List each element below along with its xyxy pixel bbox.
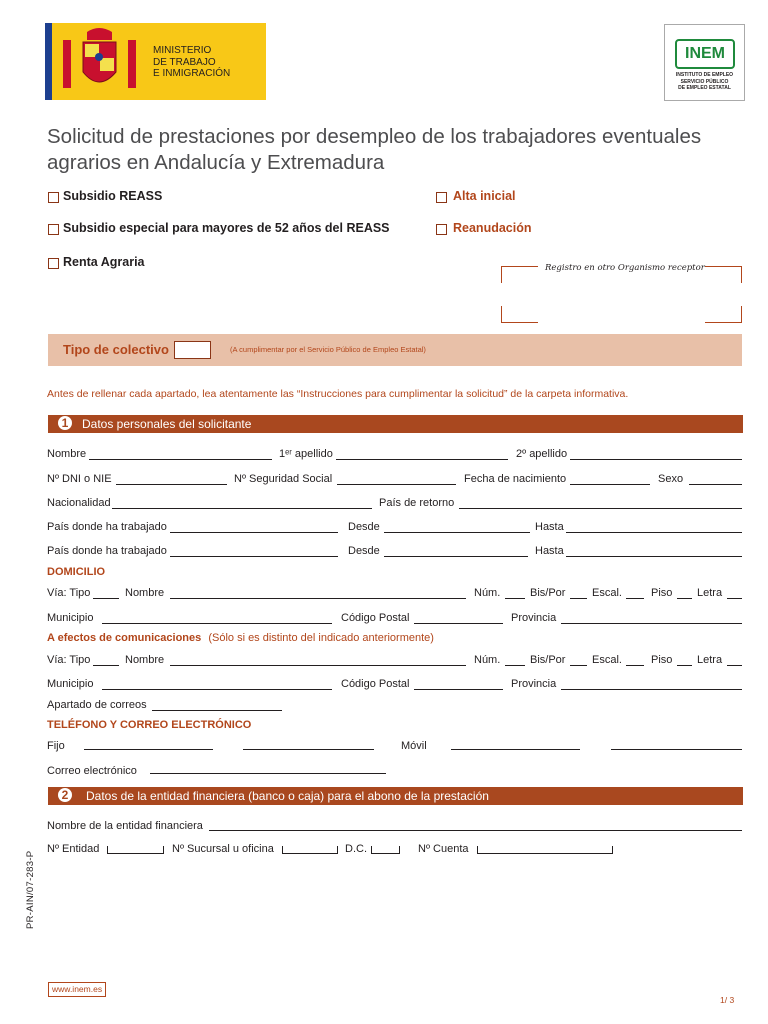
via-tipo-2-field[interactable] [93,665,119,666]
comunicaciones-note: (Sólo si es distinto del indicado anteriormente) [208,632,434,644]
sexo-label: Sexo [658,473,684,485]
entidad-label: Nº Entidad [47,843,100,855]
pais-retorno-field[interactable] [459,508,742,509]
nombre-field[interactable] [89,459,272,460]
reanudacion-checkbox[interactable] [436,224,447,235]
page-number: 1/ 3 [720,995,735,1005]
subsidio-reass-checkbox[interactable] [48,192,59,203]
via-tipo-label: Vía: Tipo [47,587,91,599]
nombre-entidad-field[interactable] [209,830,742,831]
provincia-field[interactable] [561,623,742,624]
letra-2-label: Letra [697,654,723,666]
renta-agraria-label: Renta Agraria [63,255,145,269]
escal-field[interactable] [626,598,644,599]
tipo-colectivo-label: Tipo de colectivo [63,342,169,357]
section-1-bar [48,415,743,433]
registro-corner-tr [705,266,742,283]
ministry-line-1: MINISTERIO [153,45,212,56]
pais-trabajado-2-field[interactable] [170,556,338,557]
apellido2-label: 2º apellido [516,448,568,460]
via-tipo-2-label: Vía: Tipo [47,654,91,666]
desde-2-field[interactable] [384,556,528,557]
escal-2-label: Escal. [592,654,622,666]
fecha-nac-label: Fecha de nacimiento [464,473,567,485]
pais-retorno-label: País de retorno [379,497,455,509]
via-nombre-2-label: Nombre [125,654,165,666]
cuenta-label: Nº Cuenta [418,843,469,855]
piso-label: Piso [651,587,673,599]
nacionalidad-label: Nacionalidad [47,497,111,509]
apellido2-field[interactable] [570,459,742,460]
inem-logo [664,24,745,101]
correo-field[interactable] [150,773,386,774]
num-2-label: Núm. [474,654,501,666]
num-2-field[interactable] [505,665,525,666]
movil-label: Móvil [401,740,427,752]
fijo-label: Fijo [47,740,65,752]
registro-box[interactable] [501,263,742,323]
inem-mark: INEM [675,39,735,69]
subsidio-reass-label: Subsidio REASS [63,189,163,203]
tipo-colectivo-note: (A cumplimentar por el Servicio Público de Empleo Estatal) [230,345,426,354]
pais-trabajado-1-label: País donde ha trabajado [47,521,167,533]
subsidio-52-checkbox[interactable] [48,224,59,235]
municipio-label: Municipio [47,612,94,624]
alta-inicial-checkbox[interactable] [436,192,447,203]
registro-corner-bl [501,306,538,323]
sexo-field[interactable] [689,484,742,485]
provincia-label: Provincia [511,612,557,624]
section-1-title: Datos personales del solicitante [82,417,252,431]
bis-label: Bis/Por [530,587,566,599]
seg-social-field[interactable] [337,484,456,485]
bis-2-field[interactable] [570,665,587,666]
form-code-vertical: PR-AIN/07-283-P [25,850,36,929]
registro-corner-br [705,306,742,323]
inem-caption-line-2: SERVICIO PÚBLICO [680,78,729,85]
sucursal-field[interactable] [282,846,338,854]
letra-field[interactable] [727,598,742,599]
section-2-bar [48,787,743,805]
desde-1-field[interactable] [384,532,530,533]
tipo-colectivo-bar [48,334,742,366]
codigo-postal-field[interactable] [414,623,503,624]
fijo-field-1[interactable] [84,749,213,750]
dc-label: D.C. [345,843,367,855]
escal-label: Escal. [592,587,622,599]
section-1-number: 1 [58,416,72,430]
escal-2-field[interactable] [626,665,644,666]
eu-stars-strip [45,23,52,100]
codigo-postal-2-field[interactable] [414,689,503,690]
letra-label: Letra [697,587,723,599]
subsidio-52-label: Subsidio especial para mayores de 52 años del REASS [63,221,390,235]
codigo-postal-2-label: Código Postal [341,678,410,690]
comunicaciones-heading [47,632,434,644]
pais-trabajado-2-label: País donde ha trabajado [47,545,167,557]
bis-2-label: Bis/Por [530,654,566,666]
alta-inicial-label: Alta inicial [453,189,516,203]
section-2-number: 2 [58,788,72,802]
movil-field-1[interactable] [451,749,580,750]
pais-trabajado-1-field[interactable] [170,532,338,533]
comunicaciones-title: A efectos de comunicaciones [47,632,202,644]
title-line-1: Solicitud de prestaciones por desempleo de los trabajadores eventuales [47,125,702,148]
dc-field[interactable] [371,846,400,854]
bis-field[interactable] [570,598,587,599]
coat-of-arms-icon [57,26,142,98]
provincia-2-field[interactable] [561,689,742,690]
renta-agraria-checkbox[interactable] [48,258,59,269]
desde-2-label: Desde [348,545,380,557]
municipio-field[interactable] [102,623,332,624]
registro-corner-tl [501,266,538,283]
apellido1-field[interactable] [336,459,508,460]
instructions-text: Antes de rellenar cada apartado, lea atentamente las “Instrucciones para cumplimentar la solicitud” de la carpeta informativa. [47,388,629,400]
hasta-1-label: Hasta [535,521,564,533]
apartado-label: Apartado de correos [47,699,147,711]
hasta-1-field[interactable] [566,532,742,533]
apellido1-label: 1ᵉʳ apellido [279,448,333,460]
letra-2-field[interactable] [727,665,742,666]
apartado-field[interactable] [152,710,282,711]
cuenta-field[interactable] [477,846,613,854]
desde-1-label: Desde [348,521,380,533]
via-nombre-2-field[interactable] [170,665,466,666]
piso-2-field[interactable] [677,665,692,666]
section-2-title: Datos de la entidad financiera (banco o caja) para el abono de la prestación [86,789,489,803]
inem-caption-line-3: DE EMPLEO ESTATAL [678,85,731,91]
web-link[interactable]: www.inem.es [48,982,106,997]
telefono-heading: TELÉFONO Y CORREO ELECTRÓNICO [47,719,252,731]
piso-2-label: Piso [651,654,673,666]
provincia-2-label: Provincia [511,678,557,690]
dni-field[interactable] [116,484,227,485]
fecha-nac-field[interactable] [570,484,650,485]
num-field[interactable] [505,598,525,599]
piso-field[interactable] [677,598,692,599]
municipio-2-field[interactable] [102,689,332,690]
tipo-colectivo-input[interactable] [174,341,211,359]
hasta-2-field[interactable] [566,556,742,557]
num-label: Núm. [474,587,501,599]
fijo-field-2[interactable] [243,749,374,750]
nombre-label: Nombre [47,448,87,460]
via-tipo-field[interactable] [93,598,119,599]
ministry-line-3: E INMIGRACIÓN [153,68,231,79]
ministry-line-2: DE TRABAJO [153,56,216,68]
page-title [47,124,701,176]
hasta-2-label: Hasta [535,545,564,557]
title-line-2: agrarios en Andalucía y Extremadura [47,151,385,174]
domicilio-heading: DOMICILIO [47,566,106,578]
ministry-logo [45,23,266,100]
via-nombre-field[interactable] [170,598,466,599]
nombre-entidad-label: Nombre de la entidad financiera [47,820,203,832]
nacionalidad-field[interactable] [112,508,372,509]
seg-social-label: Nº Seguridad Social [234,473,333,485]
inem-caption-line-1: INSTITUTO DE EMPLEO [675,72,734,78]
inem-caption [667,72,742,92]
movil-field-2[interactable] [611,749,742,750]
ministry-name [153,45,230,80]
reanudacion-label: Reanudación [453,221,532,235]
dni-label: Nº DNI o NIE [47,473,112,485]
entidad-field[interactable] [107,846,164,854]
registro-label: Registro en otro Organismo receptor [545,263,705,273]
sucursal-label: Nº Sucursal u oficina [172,843,274,855]
codigo-postal-label: Código Postal [341,612,410,624]
municipio-2-label: Municipio [47,678,94,690]
correo-label: Correo electrónico [47,765,137,777]
via-nombre-label: Nombre [125,587,165,599]
